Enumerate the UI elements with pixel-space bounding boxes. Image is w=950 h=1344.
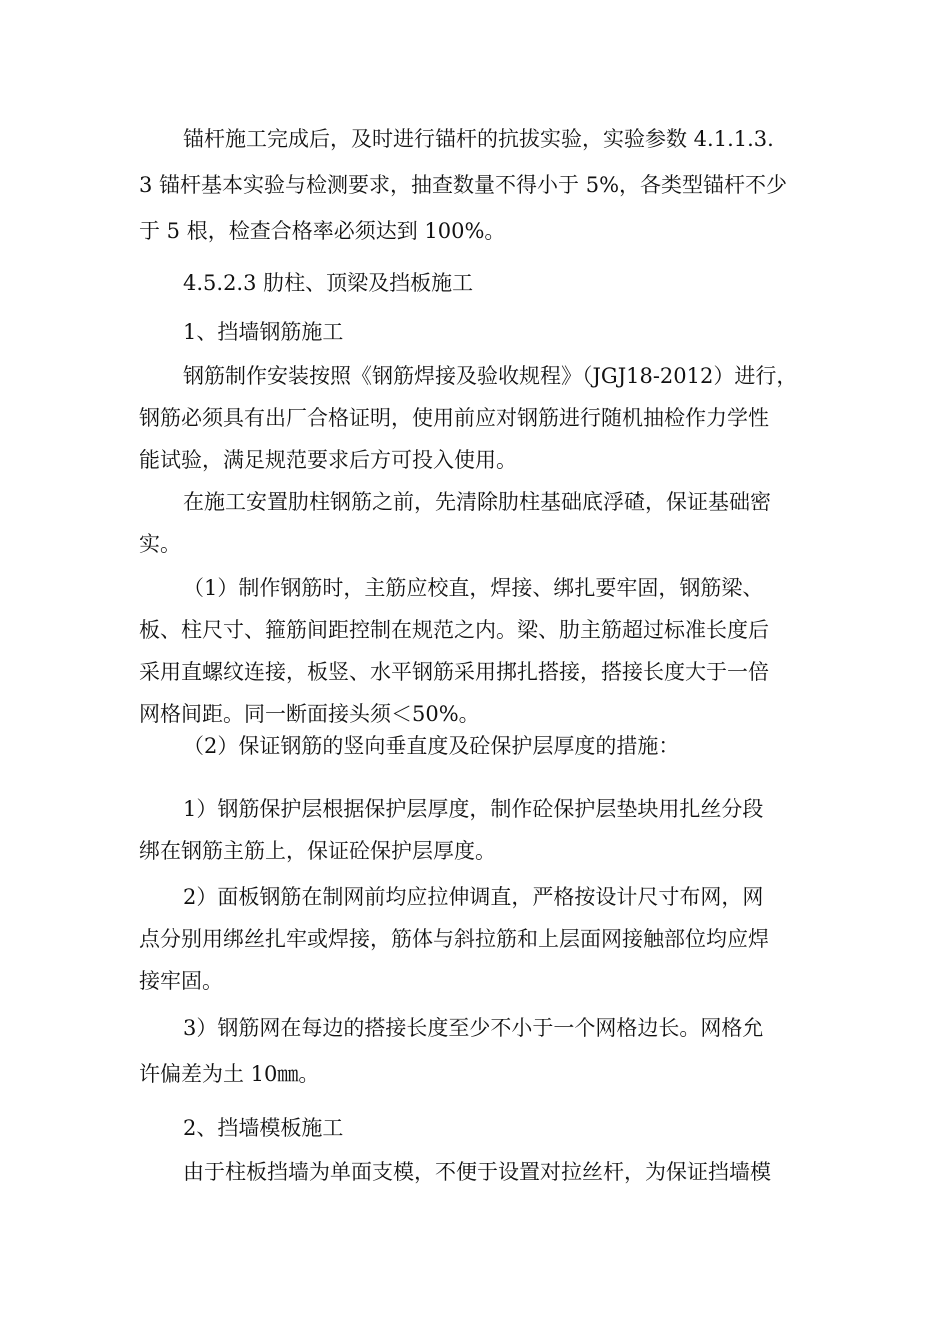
text-line: 接牢固。 [139, 969, 223, 993]
text-line: 2）面板钢筋在制网前均应拉伸调直，严格按设计尺寸布网，网 [183, 885, 764, 909]
subheading-formwork-construction [139, 1105, 829, 1151]
text-line: 由于柱板挡墙为单面支模，不便于设置对拉丝杆，为保证挡墙模 [183, 1160, 771, 1184]
text-line: 实。 [139, 532, 181, 556]
paragraph-subitem-1 [139, 788, 829, 872]
subheading-rebar-construction [139, 309, 829, 355]
paragraph-formwork [139, 1149, 829, 1195]
text-line: 1）钢筋保护层根据保护层厚度，制作砼保护层垫块用扎丝分段 [183, 797, 764, 821]
paragraph-item-1 [139, 567, 829, 735]
heading-text: 2、挡墙模板施工 [183, 1116, 344, 1140]
heading-text: 4.5.2.3 肋柱、顶梁及挡板施工 [183, 271, 474, 295]
text-line: 钢筋制作安装按照《钢筋焊接及验收规程》（JGJ18-2012）进行， [183, 364, 798, 388]
section-heading-4-5-2-3 [139, 260, 829, 306]
paragraph-subitem-3 [139, 1005, 829, 1097]
paragraph-foundation-cleaning [139, 481, 829, 565]
paragraph-anchor-test [139, 116, 829, 254]
text-line: （2）保证钢筋的竖向垂直度及砼保护层厚度的措施： [183, 734, 680, 758]
text-line: 于 5 根，检查合格率必须达到 100%。 [139, 219, 506, 243]
text-line: 板、柱尺寸、箍筋间距控制在规范之内。梁、肋主筋超过标准长度后 [139, 618, 769, 642]
text-line: 能试验，满足规范要求后方可投入使用。 [139, 448, 517, 472]
text-line: 点分别用绑丝扎牢或焊接，筋体与斜拉筋和上层面网接触部位均应焊 [139, 927, 769, 951]
text-line: 许偏差为土 10㎜。 [139, 1062, 320, 1086]
text-line: 3）钢筋网在每边的搭接长度至少不小于一个网格边长。网格允 [183, 1016, 764, 1040]
text-line: 绑在钢筋主筋上，保证砼保护层厚度。 [139, 839, 496, 863]
heading-text: 1、挡墙钢筋施工 [183, 320, 344, 344]
paragraph-subitem-2 [139, 876, 829, 1002]
text-line: 采用直螺纹连接，板竖、水平钢筋采用挷扎搭接，搭接长度大于一倍 [139, 660, 769, 684]
text-line: 3 锚杆基本实验与检测要求，抽查数量不得小于 5%，各类型锚杆不少 [139, 173, 788, 197]
text-line: 钢筋必须具有出厂合格证明，使用前应对钢筋进行随机抽检作力学性 [139, 406, 769, 430]
text-line: 在施工安置肋柱钢筋之前，先清除肋柱基础底浮碴，保证基础密 [183, 490, 771, 514]
paragraph-rebar-standard [139, 355, 829, 481]
text-line: （1）制作钢筋时，主筋应校直，焊接、绑扎要牢固，钢筋梁、 [183, 576, 764, 600]
text-line: 锚杆施工完成后，及时进行锚杆的抗拔实验，实验参数 4.1.1.3. [183, 127, 774, 151]
paragraph-item-2 [139, 723, 829, 769]
text-line: 网格间距。同一断面接头须＜50%。 [139, 702, 480, 726]
